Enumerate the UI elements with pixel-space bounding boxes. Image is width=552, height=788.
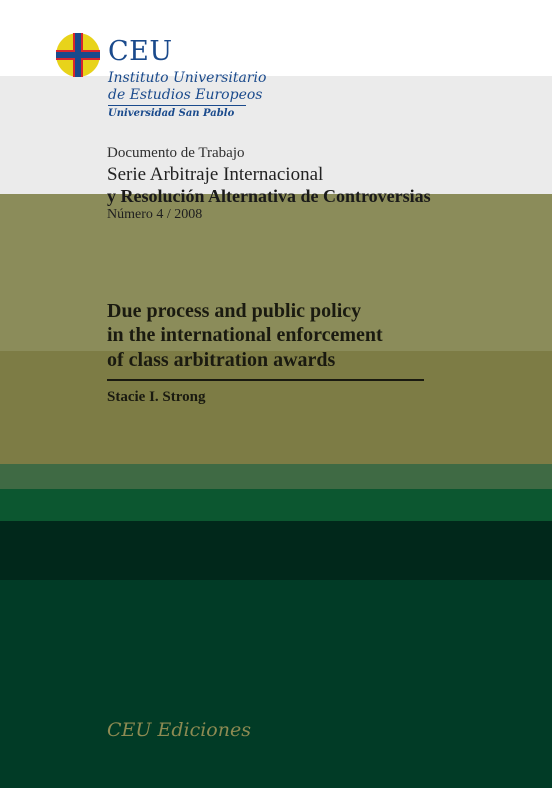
series-title-line2: y Resolución Alternativa de Controversias bbox=[107, 186, 431, 206]
publisher-name: CEU Ediciones bbox=[107, 719, 251, 741]
author-name: Stacie I. Strong bbox=[107, 389, 206, 405]
brand-name: CEU bbox=[108, 36, 173, 67]
paper-title-line1: Due process and public policy bbox=[107, 300, 362, 322]
title-divider bbox=[107, 379, 424, 381]
series-title-line1: Serie Arbitraje Internacional bbox=[107, 164, 324, 185]
green-stripe-light bbox=[0, 464, 552, 489]
green-stripe-mid bbox=[0, 489, 552, 521]
paper-title-line2: in the international enforcement bbox=[107, 324, 383, 346]
institute-name-line1: Instituto Universitario bbox=[108, 70, 267, 86]
document-type-label: Documento de Trabajo bbox=[107, 145, 245, 161]
paper-title-line3: of class arbitration awards bbox=[107, 349, 336, 371]
issue-number: Número 4 / 2008 bbox=[107, 207, 203, 222]
ceu-cross-emblem-icon bbox=[55, 32, 101, 78]
dark-green-stripe bbox=[0, 521, 552, 580]
university-name: Universidad San Pablo bbox=[108, 108, 235, 119]
institute-divider bbox=[108, 105, 246, 106]
institute-name-line2: de Estudios Europeos bbox=[108, 87, 263, 103]
deep-green-footer-band bbox=[0, 580, 552, 788]
